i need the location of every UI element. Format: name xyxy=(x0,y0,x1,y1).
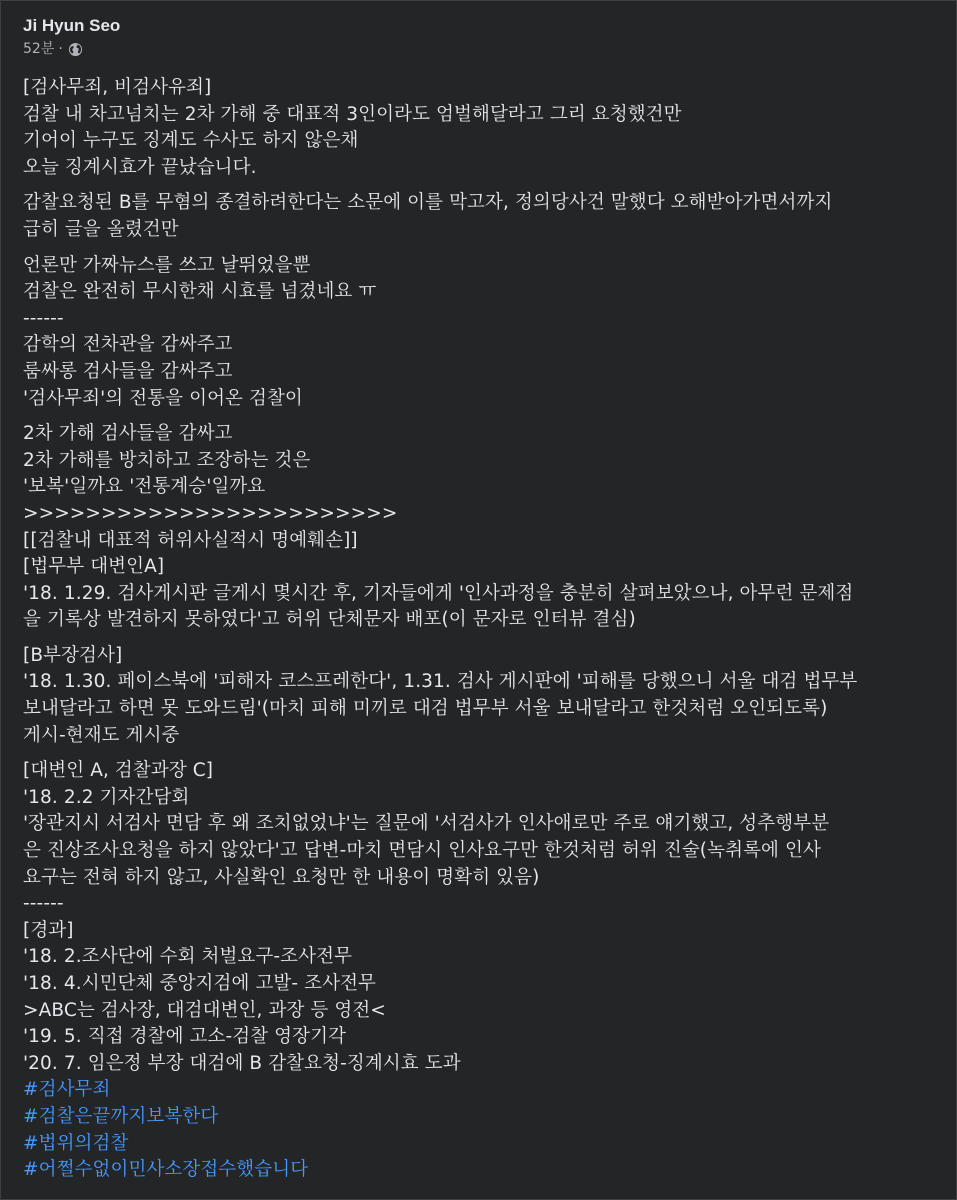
post-text-line: [대변인 A, 검찰과장 C] xyxy=(23,760,214,782)
post-text-line: '18. 2.조사단에 수회 처벌요구-조사전무 xyxy=(23,946,353,968)
hashtag-link[interactable]: #검찰은끝까지보복한다 xyxy=(23,1105,219,1127)
post-text-line: 은 진상조사요청을 하지 않았다'고 답변-마치 면담시 인사요구만 한것처럼 허위 진술(녹취록에 인사 xyxy=(23,840,821,862)
meta-separator: · xyxy=(58,41,63,57)
post-text-line: >>>>>>>>>>>>>>>>>>>>>>>> xyxy=(23,502,398,524)
post-text-line: '장관지시 서검사 면담 후 왜 조치없었냐'는 질문에 '서검사가 인사애로만 주로 얘기했고, 성추행부분 xyxy=(23,813,830,835)
post-text-line: 언론만 가짜뉴스를 쓰고 날뛰었을뿐 xyxy=(23,254,311,276)
post-paragraph xyxy=(23,643,938,749)
author-name[interactable]: Ji Hyun Seo xyxy=(23,16,121,35)
post-text-line: '18. 4.시민단체 중앙지검에 고발- 조사전무 xyxy=(23,973,377,994)
post-text-line: 2차 가해 검사들을 감싸고 xyxy=(23,423,233,445)
post-text-line: '보복'일까요 '전통계승'일까요 xyxy=(23,476,266,498)
globe-icon[interactable] xyxy=(68,42,83,57)
post-text-line: '18. 1.30. 페이스북에 '피해자 코스프레한다', 1.31. 검사 게시판에 '피해를 당했으니 서울 대검 법무부 xyxy=(23,671,858,693)
post-text-line: 급히 글을 올렸건만 xyxy=(23,218,179,240)
post-text-line: [[검찰내 대표적 허위사실적시 명예훼손]] xyxy=(23,529,358,551)
post-text-line: '19. 5. 직접 경찰에 고소-검찰 영장기각 xyxy=(23,1026,347,1048)
hashtag-link[interactable]: #어쩔수없이민사소장접수했습니다 xyxy=(23,1159,309,1181)
post-text-line: [검사무죄, 비검사유죄] xyxy=(23,77,212,98)
post-paragraph xyxy=(23,190,938,243)
post-text-line: 을 기록상 발견하지 못하였다'고 허위 단체문자 배포(이 문자로 인터뷰 결심) xyxy=(23,609,636,631)
post-text-line: [B부장검사] xyxy=(23,644,123,666)
hashtag-link[interactable]: #검사무죄 xyxy=(23,1079,111,1101)
post-text-line: 요구는 전혀 하지 않고, 사실확인 요청만 한 내용이 명확히 있음) xyxy=(23,866,540,888)
hashtag-link[interactable]: #법위의검찰 xyxy=(23,1132,129,1154)
post-paragraph xyxy=(23,421,938,634)
post-text-line: 기어이 누구도 징계도 수사도 하지 않은채 xyxy=(23,130,359,152)
post-text-line: '18. 1.29. 검사게시판 글게시 몇시간 후, 기자들에게 '인사과정을 충분히 살펴보았으나, 아무런 문제점 xyxy=(23,582,854,604)
post-text-line: 검찰은 완전히 무시한채 시효를 넘겼네요 ㅠ xyxy=(23,281,377,303)
post-paragraph xyxy=(23,253,938,413)
post-text-line: >ABC는 검사장, 대검대변인, 과장 등 영전< xyxy=(23,999,386,1021)
post-text-line: 검찰 내 차고넘치는 2차 가해 중 대표적 3인이라도 엄벌해달라고 그리 요청했건만 xyxy=(23,103,682,125)
hashtag-list xyxy=(23,1077,938,1183)
post-text-line: '20. 7. 임은정 부장 대검에 B 감찰요청-징계시효 도과 xyxy=(23,1052,461,1074)
post-text-line: [법무부 대변인A] xyxy=(23,556,165,578)
post-text-line: 룸싸롱 검사들을 감싸주고 xyxy=(23,360,233,382)
post-text-line: 오늘 징계시효가 끝났습니다. xyxy=(23,156,257,178)
post-paragraph xyxy=(23,75,938,181)
post-text-line: 보내달라고 하면 못 도와드림'(마치 피해 미끼로 대검 법무부 서울 보내달라고 한것처럼 오인되도록) xyxy=(23,698,828,720)
post-text-line: '검사무죄'의 전통을 이어온 검찰이 xyxy=(23,387,303,409)
post-text-line: 감찰요청된 B를 무혐의 종결하려한다는 소문에 이를 막고자, 정의당사건 말했다 오해받아가면서까지 xyxy=(23,192,833,214)
post-header xyxy=(23,15,120,58)
post-text-line: [경과] xyxy=(23,919,74,941)
post-meta xyxy=(23,40,120,58)
post-text-line: 2차 가해를 방치하고 조장하는 것은 xyxy=(23,449,311,471)
post-text-line: 게시-현재도 게시중 xyxy=(23,724,180,746)
post-text-line: 감학의 전차관을 감싸주고 xyxy=(23,334,233,356)
post-timestamp[interactable]: 52분 xyxy=(23,41,55,57)
post-body xyxy=(23,75,938,1184)
post-text-line: ------ xyxy=(23,893,64,915)
post-text-line: '18. 2.2 기자간담회 xyxy=(23,786,190,808)
post-text-line: ------ xyxy=(23,307,64,329)
post-paragraph xyxy=(23,758,938,1077)
